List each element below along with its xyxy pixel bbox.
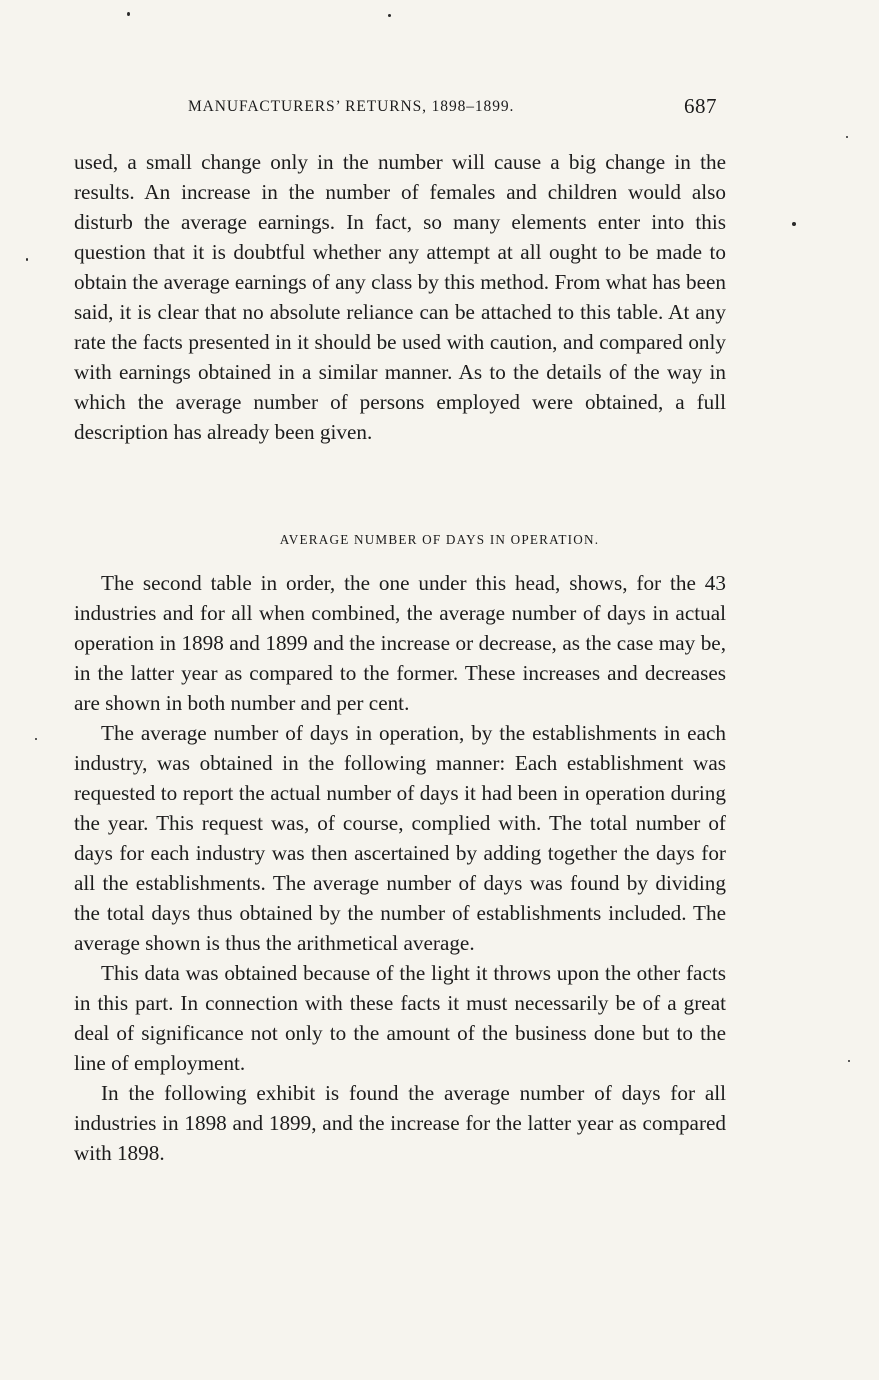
print-speck: [388, 14, 391, 17]
running-title: MANUFACTURERS’ RETURNS, 1898–1899.: [188, 98, 515, 115]
print-speck: [846, 136, 848, 138]
continued-text-block: [74, 147, 726, 447]
paragraph: In the following exhibit is found the average number of days for all industries in 1898 and 1899, and the increase for the latter year as compared with 1898.: [74, 1081, 726, 1165]
print-speck: [26, 258, 28, 261]
print-speck: [792, 222, 796, 226]
print-speck: [35, 738, 37, 740]
page-number: 687: [684, 94, 717, 118]
paragraph: The second table in order, the one under this head, shows, for the 43 industries and for all when combined, the average number of days in actual operation in 1898 and 1899 and the increase or decrease, as the case may be, in the latter year as compared to the former. These increases and decreases are shown in both number and per cent.: [74, 571, 726, 715]
paragraph: The average number of days in operation, by the establishments in each industry, was obtained in the following manner: Each establishment was requested to report the actual number of days it had been in operation during the year. This request was, of course, complied with. The total number of days for each industry was then ascertained by adding together the days for all the establishments. The average number of days was found by dividing the total days thus obtained by the number of establishments included. The average shown is thus the arithmetical average.: [74, 721, 726, 955]
paragraph: used, a small change only in the number will cause a big change in the results. An increase in the number of females and children would also disturb the average earnings. In fact, so many elements enter into this question that it is doubtful whether any attempt at all ought to be made to obtain the average earnings of any class by this method. From what has been said, it is clear that no absolute reliance can be attached to this table. At any rate the facts presented in it should be used with caution, and compared only with earnings obtained in a similar manner. As to the details of the way in which the average number of persons employed were obtained, a full description has already been given.: [74, 150, 726, 444]
print-speck: [848, 1060, 850, 1062]
print-speck: [127, 12, 130, 16]
section-text-block: [74, 568, 726, 1168]
paragraph: This data was obtained because of the light it throws upon the other facts in this part. In connection with these facts it must necessarily be of a great deal of significance not only to the amount of the business done but to the line of employment.: [74, 961, 726, 1075]
running-header: [0, 92, 879, 124]
section-heading: AVERAGE NUMBER OF DAYS IN OPERATION.: [279, 532, 600, 547]
